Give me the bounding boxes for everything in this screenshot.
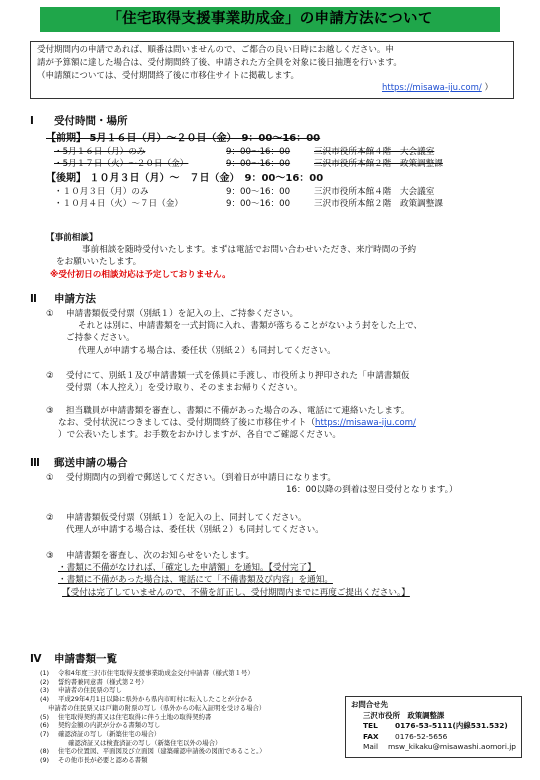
late-period-header: 【後期】 １０月３日（月）～ ７日（金） 9：00～16：00	[46, 172, 324, 184]
schedule-time: 9：00～16：00	[226, 198, 291, 209]
schedule-date: ・5月１６日（月）のみ	[54, 147, 146, 158]
schedule-date: ・１０月３日（月）のみ	[54, 186, 149, 197]
mail-item-3	[46, 550, 410, 599]
apply-item-3	[46, 405, 416, 442]
apply-item-2	[46, 370, 410, 394]
fax-label: FAX	[363, 731, 379, 741]
item-number: (3)	[40, 686, 50, 695]
item-line: ・書類に不備があった場合は、電話にて「不備書類及び内容」を通知。	[58, 575, 333, 586]
schedule-date: ・１０月４日（火）～７日（金）	[54, 198, 183, 209]
schedule-row	[46, 198, 443, 210]
item-text: 申請者の住民票の写し	[58, 686, 122, 695]
item-line: 申請書類仮受付票（別紙１）を記入の上、ご持参ください。	[66, 309, 299, 319]
section-3-heading	[30, 456, 128, 471]
list-item	[40, 704, 266, 713]
section-number: Ⅲ	[30, 457, 40, 469]
item-number: (2)	[40, 677, 50, 686]
contact-tel	[351, 721, 516, 732]
item-number: (4)	[40, 695, 50, 704]
list-item	[40, 686, 266, 695]
intro-line: 受付期間内の申請であれば、順番は問いませんので、ご都合の良い日時にお越しください。申	[37, 45, 394, 55]
item-number: (1)	[40, 669, 50, 677]
tel-value[interactable]: 0176-53-5111(内線531.532)	[395, 721, 508, 731]
item-line: 受付票（本人控え）」を受け取り、そのままお帰りください。	[66, 383, 303, 394]
consult-line: 事前相談を随時受付いたします。まずは電話でお問い合わせいただき、来庁時間の予約	[82, 245, 417, 256]
item-line: 申請書類仮受付票（別紙１）を記入の上、同封してください。	[66, 513, 307, 523]
item-text: 令和4年度三沢市住宅取得支援事業助成金交付申請書（様式第１号）	[58, 669, 254, 677]
item-number: (9)	[40, 756, 50, 765]
consult-line: をお願いいたします。	[56, 257, 142, 268]
section-title: 申請方法	[54, 293, 96, 305]
mail-label: Mail	[363, 742, 379, 752]
item-line: 受付期間内の到着で郵送してください。（到着日が申請日になります。	[66, 473, 337, 483]
list-item	[40, 721, 266, 730]
item-line: それとは別に、申請書類を一式封筒に入れ、書類が落ちることがないよう封をした上で、	[78, 321, 423, 332]
mail-item-2	[46, 512, 324, 536]
item-number	[40, 704, 48, 713]
section-title: 受付時間・場所	[54, 115, 128, 127]
item-text: 住宅の位置図、平面図及び立面図（建築確認申請後の図面であること。）	[58, 747, 266, 756]
item-number: ②	[46, 371, 54, 381]
item-number: (8)	[40, 747, 50, 756]
item-line: 代理人が申請する場合は、委任状（別紙２）も同封してください。	[66, 525, 324, 536]
contact-mail	[351, 742, 516, 753]
intro-line: 請が予算額に達した場合は、受付期間終了後、申請された方全員を対象に後日抽選を行います。	[37, 57, 402, 68]
consult-block	[46, 232, 416, 281]
schedule-time: 9：00～16：00	[226, 186, 291, 197]
section-2-heading	[30, 292, 96, 307]
contact-box	[345, 696, 522, 758]
item-number: ③	[46, 551, 54, 561]
schedule-place: 三沢市役所本館４階 大会議室	[314, 147, 435, 158]
item-line: なお、受付状況につきましては、受付期間終了後に市移住サイト（	[58, 418, 316, 429]
list-item	[40, 756, 266, 765]
item-text: 誓約書兼同意書（様式第２号）	[58, 677, 148, 686]
item-line: 担当職員が申請書類を審査し、書類に不備があった場合のみ、電話にて連絡いたします。	[66, 406, 410, 416]
item-line: ・書類に不備がなければ、「確定した申請額」を通知。【受付完了】	[58, 563, 316, 574]
section-1-heading	[30, 114, 128, 129]
item-number: (5)	[40, 712, 50, 721]
item-text: 確認済証又は検査済証の写し（新築住宅以外の場合）	[68, 738, 222, 747]
section-4-heading	[30, 652, 117, 667]
mail-item-1	[46, 472, 458, 496]
list-item	[40, 747, 266, 756]
item-number: (7)	[40, 729, 50, 738]
apply-item-1	[46, 308, 422, 357]
item-text: その他市長が必要と認める書類	[58, 756, 148, 765]
item-number: (6)	[40, 721, 50, 730]
mail-value[interactable]: msw_kikaku@misawashi.aomori.jp	[387, 742, 516, 752]
section-number: Ⅳ	[30, 653, 42, 665]
iju-site-link[interactable]: https://misawa-iju.com/	[315, 418, 416, 429]
item-number: ①	[46, 473, 54, 483]
item-text: 契約金額の内訳が分かる書類の写し	[58, 721, 161, 730]
item-line: 受付にて、別紙１及び申請書類一式を係員に手渡し、市役所より押印された「申請書類仮	[66, 371, 410, 381]
contact-header: お問合せ先	[351, 700, 388, 709]
list-item	[40, 669, 266, 678]
item-line: 代理人が申請する場合は、委任状（別紙２）も同封してください。	[78, 345, 336, 356]
item-line: ご持参ください。	[66, 333, 135, 344]
intro-close: ）	[484, 83, 493, 94]
section-title: 申請書類一覧	[54, 653, 117, 665]
item-line: 16：00以降の到着は翌日受付となります。）	[286, 485, 458, 496]
item-number: ①	[46, 309, 54, 319]
consult-warning: ※受付初日の相談対応は予定しておりません。	[50, 269, 231, 280]
item-text: 申請者の住民票又は戸籍の附票の写し（県外からの転入証明を受ける場合）	[48, 703, 266, 712]
intro-box	[30, 41, 514, 99]
item-number: ③	[46, 406, 54, 416]
document-list	[40, 669, 266, 765]
intro-line: （申請額については、受付期間終了後に市移住サイトに掲載します。	[37, 70, 300, 81]
contact-fax	[351, 732, 516, 743]
schedule-row	[46, 146, 443, 158]
schedule-place: 三沢市役所本館４階 大会議室	[314, 186, 435, 197]
section-number: Ⅱ	[30, 293, 37, 305]
schedule-row	[46, 186, 443, 198]
contact-dept: 三沢市役所 政策調整課	[363, 710, 445, 720]
page-title: 「住宅取得支援事業助成金」の申請方法について	[40, 7, 500, 32]
item-text: 住宅取得契約書又は住宅取得に伴う土地の取得契約書	[58, 712, 212, 721]
schedule-time: 9：00～16：00	[226, 159, 291, 170]
fax-value: 0176-52-5656	[395, 731, 448, 741]
early-period-header: 【前期】 5月１６日（月）～２０日（金） 9：00～16：00	[46, 133, 321, 144]
item-number: ②	[46, 513, 54, 523]
early-period	[46, 132, 443, 210]
schedule-date: ・5月１７日（火）～２０日（金）	[54, 159, 189, 170]
schedule-place: 三沢市役所本館２階 政策調整課	[314, 198, 443, 209]
item-line: ）で公表いたします。お手数をおかけしますが、各自でご確認ください。	[58, 430, 341, 441]
schedule-place: 三沢市役所本館２階 政策調整課	[314, 159, 443, 170]
iju-site-link[interactable]: https://misawa-iju.com/	[381, 83, 482, 94]
schedule-row	[46, 158, 443, 170]
list-item	[40, 713, 266, 722]
section-number: Ⅰ	[30, 115, 34, 127]
consult-header: 【事前相談】	[46, 233, 98, 243]
list-item	[40, 730, 266, 739]
intro-link-row	[37, 82, 507, 95]
section-title: 郵送申請の場合	[54, 457, 128, 469]
tel-label: TEL	[363, 721, 378, 731]
item-line: 【受付は完了していませんので、不備を訂正し、受付期間内までに再度ご提出ください。】	[62, 587, 410, 598]
item-text: 確認済証の写し（新築住宅の場合）	[58, 729, 161, 738]
list-item	[40, 695, 266, 704]
schedule-time: 9：00～16：00	[226, 147, 291, 158]
item-text: 平成29年4月1日以降に県外から県内市町村に転入したことが分かる	[58, 695, 254, 704]
item-line: 申請書類を審査し、次のお知らせをいたします。	[66, 551, 255, 561]
